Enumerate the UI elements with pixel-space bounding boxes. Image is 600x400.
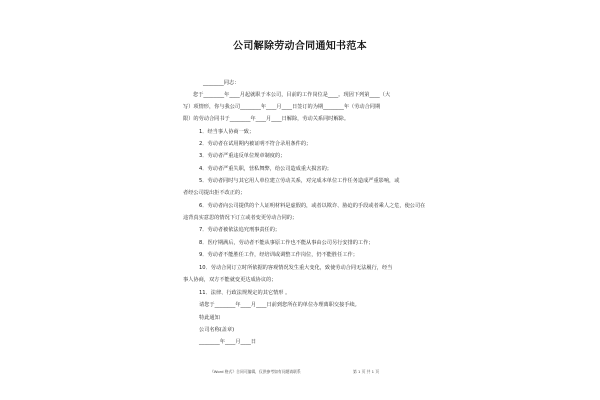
deadline-line: 请您于________年____月____日前到您所在的单位办理离职交接手续。 — [199, 302, 360, 308]
list-item: 1．经当事人协商一致； — [199, 129, 255, 135]
addressee-line: ________同志： — [203, 80, 240, 86]
document-title: 公司解除劳动合同通知书范本 — [233, 41, 367, 52]
body-line: 您于________年____月起就职于本公司，目前的工作岗位是____。现因下列第____（大 — [193, 92, 391, 98]
page-number: 第 1 页 共 1 页 — [353, 369, 380, 374]
footer-note: 《Word 格式》合同可编辑，仅供参考如有问题请联系 — [210, 369, 301, 374]
list-item: 4．劳动者严重失职，营私舞弊，给公司造成重大损害的； — [199, 166, 332, 172]
list-item-continuation: 事人协商，双方不能就变更达成协议的； — [183, 277, 277, 283]
date-line: ________年____月____日 — [199, 339, 257, 345]
list-item-continuation: 者经公司提出拒不改正的； — [183, 190, 246, 196]
body-line: 写）项情形，你与我公司________年____月____日签订的为期________年（劳动合同期 — [183, 104, 381, 110]
list-item: 2．劳动者在试用期内被证明不符合录用条件的； — [199, 141, 312, 147]
list-item: 7．劳动者被依法追究刑事责任的； — [199, 227, 281, 233]
body-line: 限）的劳动合同书于________年____月____日解除，劳动关系同时解除。 — [183, 116, 350, 122]
list-item: 10．劳动合同订立时所依据的客观情况发生重大变化，致使劳动合同无法履行，经当 — [199, 265, 393, 271]
list-item: 3．劳动者严重违反单位规章制度的； — [199, 153, 286, 159]
list-item: 9．劳动者不能胜任工作，经培训或调整工作岗位，仍不能胜任工作； — [199, 252, 358, 258]
list-item: 6．劳动者向公司提供的个人证明材料是虚假的，或者以欺诈、胁迫的手段或者乘人之危，使公司在 — [199, 203, 426, 209]
list-item-continuation: 违背真实意思的情况下订立或者变更劳动合同的； — [183, 215, 298, 221]
list-item: 5．劳动者同时与其它用人单位建立劳动关系，对完成本单位工作任务造成严重影响，或 — [199, 178, 400, 184]
notice-closing: 特此通知 — [199, 315, 220, 321]
list-item: 11．法律、行政法规规定的其它情形 。 — [199, 290, 291, 296]
list-item: 8．医疗期满后，劳动者不能从事原工作也不能从事由公司另行安排的工作； — [199, 240, 374, 246]
company-seal-line: 公司名称(盖章) — [199, 327, 235, 333]
